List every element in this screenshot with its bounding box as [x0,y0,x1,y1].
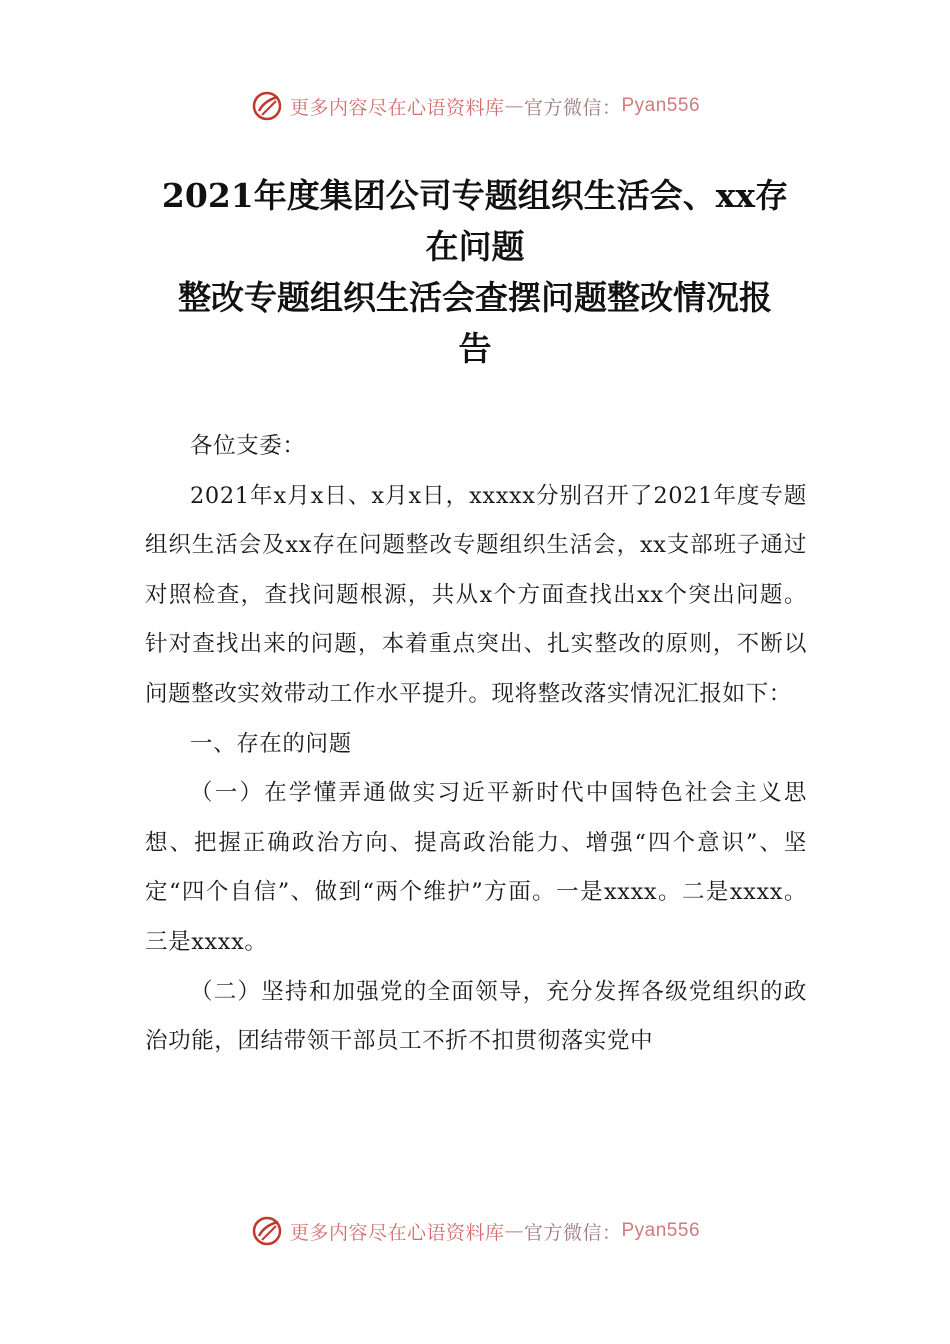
watermark-wechat-id: Pyan556 [621,95,701,116]
body-paragraph: （一）在学懂弄通做实习近平新时代中国特色社会主义思想、把握正确政治方向、提高政治能力、增强“四个意识”、坚定“四个自信”、做到“两个维护”方面。一是xxxx。二是xxxx。三是xxxx。 [145,780,807,955]
salutation: 各位支委： [190,433,306,459]
document-title [120,170,830,374]
section-heading: 一、存在的问题 [190,730,352,757]
watermark-header [0,86,950,126]
watermark-sub-text: 官方微信： [523,96,622,119]
watermark-main-text: 更多内容尽在心语资料库 [289,96,505,119]
title-line: 在问题 [425,227,525,266]
watermark-sub-text: 官方微信： [523,1221,622,1244]
title-line: 告 [458,329,492,368]
logo-icon [250,1214,284,1248]
watermark-separator: — [504,1220,524,1242]
body-paragraph: 2021年x月x日、x月x日，xxxxx分别召开了2021年度专题组织生活会及xx存在问题整改专题组织生活会，xx支部班子通过对照检查，查找问题根源，共从x个方面查找出xx个突出问题。针对查找出来的问题，本着重点突出、扎实整改的原则，不断以问题整改实效带动工作水平提升。现将整改落实情况汇报如下： [145,482,807,707]
watermark-main-text: 更多内容尽在心语资料库 [289,1221,505,1244]
title-line: 整改专题组织生活会查摆问题整改情况报 [178,278,772,317]
watermark-separator: — [504,95,524,117]
watermark-wechat-id: Pyan556 [621,1220,701,1241]
document-body [145,422,807,1067]
title-line: 2021年度集团公司专题组织生活会、xx存 [161,176,789,215]
logo-icon [250,89,284,123]
watermark-footer [0,1211,950,1251]
body-paragraph: （二）坚持和加强党的全面领导，充分发挥各级党组织的政治功能，团结带领干部员工不折不扣贯彻落实党中 [145,978,807,1055]
